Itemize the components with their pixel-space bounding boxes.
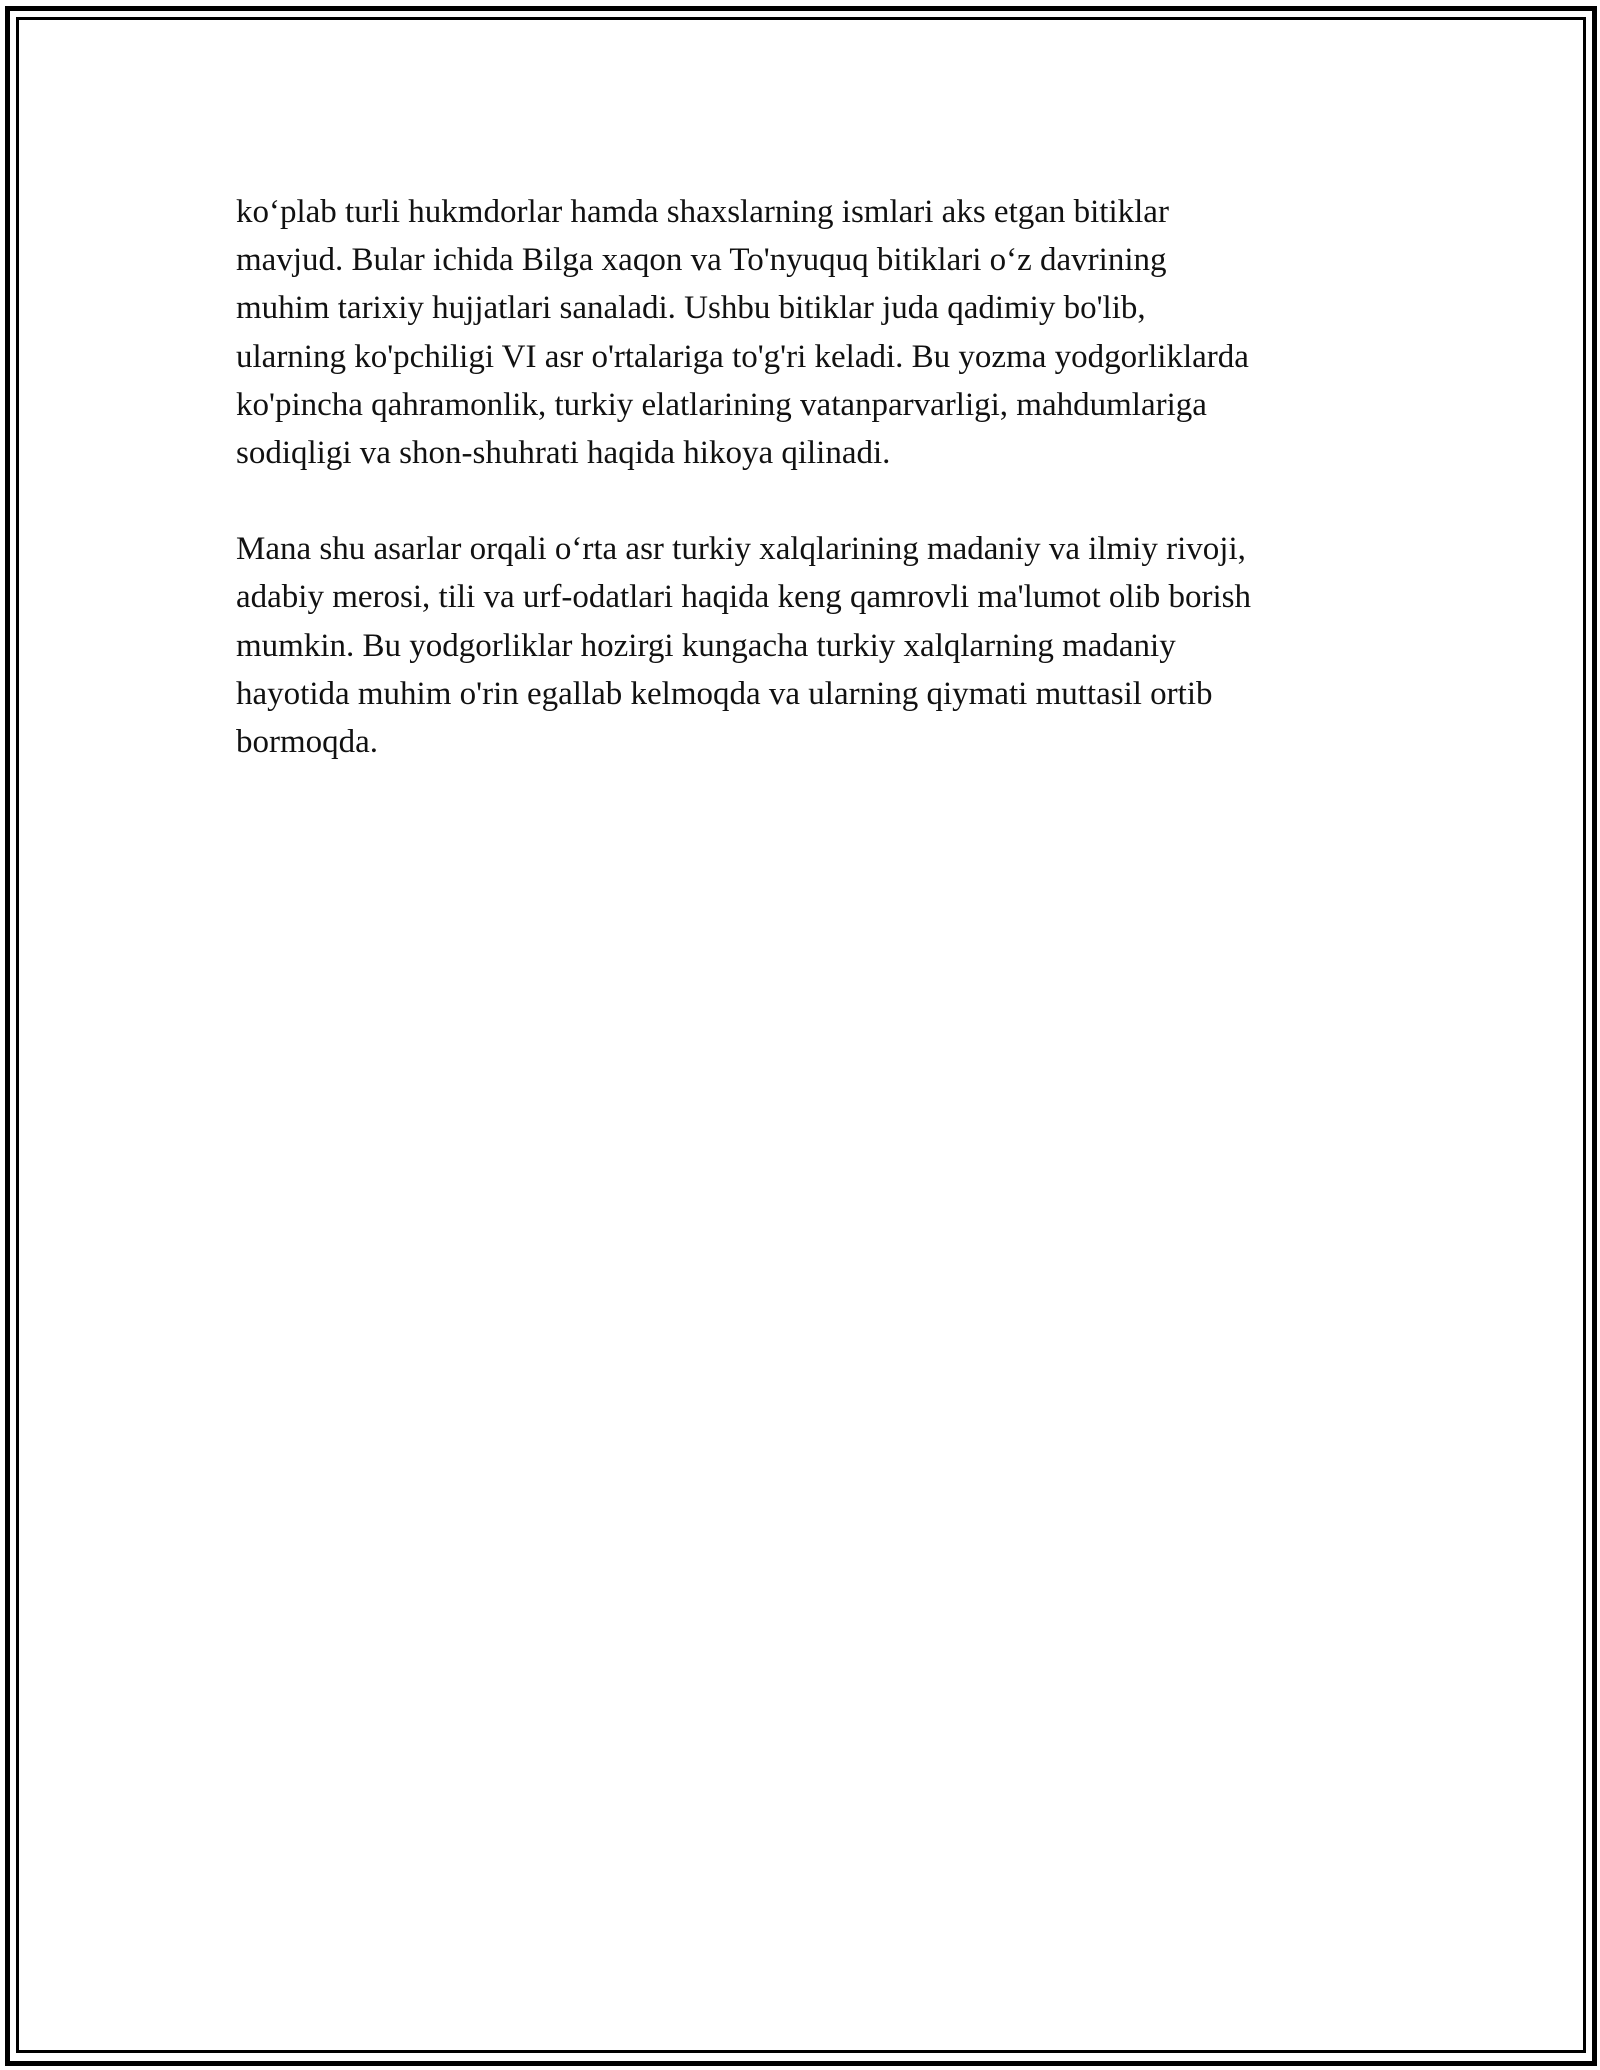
text-line: muhim tarixiy hujjatlari sanaladi. Ushbu bitiklar juda qadimiy bo'lib,	[236, 290, 1146, 327]
text-line: bormoqda.	[236, 724, 379, 761]
text-line: adabiy merosi, tili va urf-odatlari haqida keng qamrovli ma'lumot olib borish	[236, 579, 1251, 616]
paragraph-2	[236, 525, 1396, 766]
text-line: mumkin. Bu yodgorliklar hozirgi kungacha turkiy xalqlarning madaniy	[236, 627, 1176, 664]
text-line: mavjud. Bular ichida Bilga xaqon va To'nyuquq bitiklari o‘z davrining	[236, 242, 1167, 279]
paragraph-1	[236, 188, 1396, 477]
text-line: hayotida muhim o'rin egallab kelmoqda va ularning qiymati muttasil ortib	[236, 675, 1213, 712]
document-body	[236, 188, 1396, 766]
text-line: sodiqligi va shon-shuhrati haqida hikoya qilinadi.	[236, 435, 891, 472]
text-line: ularning ko'pchiligi VI asr o'rtalariga to'g'ri keladi. Bu yozma yodgorliklarda	[236, 338, 1249, 375]
text-line: ko‘plab turli hukmdorlar hamda shaxslarning ismlari aks etgan bitiklar	[236, 194, 1169, 230]
text-line: Mana shu asarlar orqali o‘rta asr turkiy xalqlarining madaniy va ilmiy rivoji,	[236, 531, 1246, 568]
text-line: ko'pincha qahramonlik, turkiy elatlarining vatanparvarligi, mahdumlariga	[236, 386, 1207, 423]
